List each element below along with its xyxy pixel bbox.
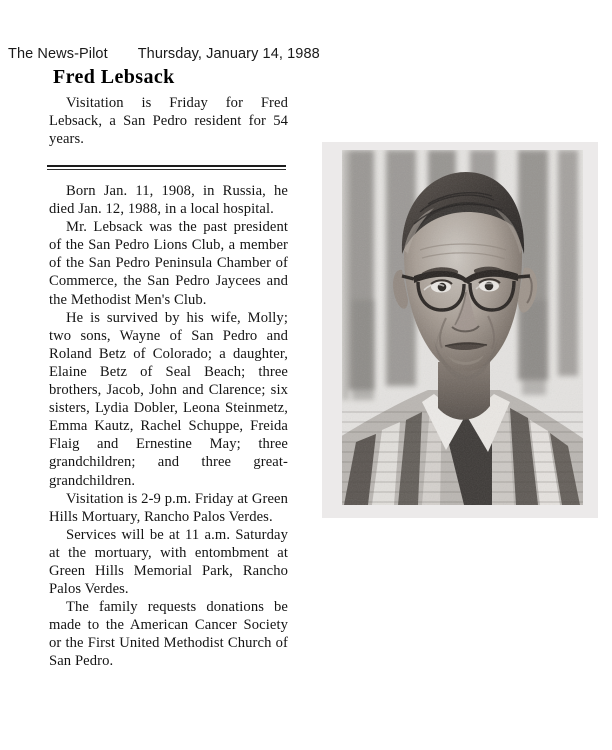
section-divider-rule [47, 165, 286, 170]
news-paragraph: Services will be at 11 a.m. Saturday at the mortuary, with entombment at Green Hills Memorial Park, Rancho Palos Verdes. [49, 526, 288, 598]
news-paragraph: Visitation is Friday for Fred Lebsack, a San Pedro resident for 54 years. [49, 95, 288, 148]
masthead [8, 46, 438, 66]
issue-date: Thursday, January 14, 1988 [137, 46, 320, 62]
portrait-photo [342, 150, 583, 505]
portrait-photo-frame [322, 142, 598, 518]
news-paragraph: Visitation is 2-9 p.m. Friday at Green Hills Mortuary, Rancho Palos Verdes. [49, 490, 288, 525]
news-paragraph: Mr. Lebsack was the past president of the San Pedro Lions Club, a member of the San Pedro Peninsula Chamber of Commerce, the San Pedro Jaycees and the Methodist Men's Club. [49, 219, 288, 308]
obituary-headline: Fred Lebsack [53, 66, 175, 88]
divider-rule-thick [47, 165, 286, 167]
news-paragraph: He is survived by his wife, Molly; two sons, Wayne of San Pedro and Roland Betz of Colorado; a daughter, Elaine Betz of Seal Beach; three brothers, Jacob, John and Clarence; six sisters, Lydia Dobler, Leona Steinmetz, Emma Kautz, Rachel Schuppe, Freida Flaig and Ernestine May; three grandchildren; and three great-grandchildren. [49, 309, 288, 489]
lead-paragraph-block [49, 94, 288, 148]
news-paragraph: Born Jan. 11, 1908, in Russia, he died Jan. 12, 1988, in a local hospital. [49, 183, 288, 218]
newspaper-name: The News-Pilot [8, 46, 108, 62]
portrait-photo-image [342, 150, 583, 505]
divider-rule-thin [47, 169, 286, 170]
news-paragraph: The family requests donations be made to the American Cancer Society or the First United Methodist Church of San Pedro. [49, 599, 288, 670]
obituary-body-column [49, 182, 288, 671]
